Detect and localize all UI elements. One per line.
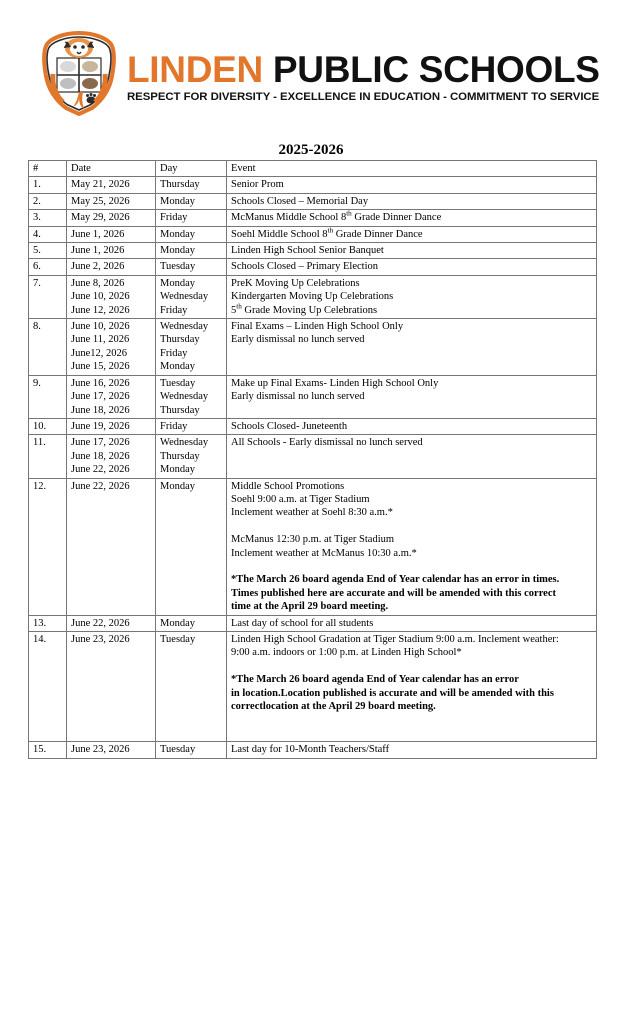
event-blank-line [231,713,593,726]
row-event [227,631,597,741]
event-line: 9:00 a.m. indoors or 1:00 p.m. at Linden High School* [231,647,462,659]
date-line: June 11, 2026 [71,334,130,346]
event-line: Linden High School Gradation at Tiger Stadium 9:00 a.m. Inclement weather: [231,633,559,645]
day-line: Thursday [160,179,200,191]
row-event [227,275,597,318]
date-line: June 17, 2026 [71,391,130,403]
row-number: 5. [29,243,67,259]
table-header-row [29,161,597,177]
date-line: June 19, 2026 [71,420,130,432]
date-line: June12, 2026 [71,347,127,359]
event-line: Final Exams – Linden High School Only [231,321,404,333]
table-row [29,375,597,418]
end-of-year-calendar-table [28,160,597,759]
table-row [29,177,597,193]
day-line: Wednesday [160,437,209,449]
row-number: 11. [29,435,67,478]
row-dates [67,319,156,376]
event-line: Inclement weather at McManus 10:30 a.m.* [231,547,417,559]
wordmark-public-schools: PUBLIC SCHOOLS [262,49,600,90]
calendar-table-container [28,160,596,759]
row-dates [67,259,156,275]
table-row [29,259,597,275]
date-line: June 2, 2026 [71,261,125,273]
date-line: June 23, 2026 [71,744,130,756]
column-header-date: Date [67,161,156,177]
day-line: Tuesday [160,377,196,389]
row-number: 14. [29,631,67,741]
day-line: Monday [160,195,195,207]
column-header-day: Day [156,161,227,177]
row-event [227,478,597,615]
row-number: 15. [29,742,67,758]
date-line: June 15, 2026 [71,361,130,373]
row-dates [67,275,156,318]
event-line: Schools Closed- Juneteenth [231,420,348,432]
date-line: June 18, 2026 [71,404,130,416]
row-event [227,615,597,631]
date-line: June 10, 2026 [71,291,130,303]
row-event [227,243,597,259]
table-row [29,226,597,242]
row-event [227,375,597,418]
row-event [227,319,597,376]
day-line: Friday [160,212,188,224]
row-number: 1. [29,177,67,193]
date-line: June 1, 2026 [71,228,125,240]
wordmark-title [127,49,600,90]
row-event [227,226,597,242]
row-number: 10. [29,418,67,434]
table-row [29,478,597,615]
day-line: Monday [160,228,195,240]
table-row [29,418,597,434]
table-row [29,742,597,758]
row-days [156,275,227,318]
row-number: 2. [29,193,67,209]
row-dates [67,243,156,259]
event-line: McManus Middle School 8th Grade Dinner Dance [231,209,442,224]
wordmark [127,49,600,104]
event-blank-line [231,660,593,673]
row-number: 3. [29,210,67,226]
table-row [29,210,597,226]
day-line: Thursday [160,450,200,462]
event-line: Kindergarten Moving Up Celebrations [231,291,394,303]
row-days [156,177,227,193]
day-line: Wednesday [160,321,209,333]
day-line: Tuesday [160,261,196,273]
row-days [156,418,227,434]
row-days [156,319,227,376]
event-line: Schools Closed – Primary Election [231,261,378,273]
column-header-: # [29,161,67,177]
event-line: PreK Moving Up Celebrations [231,277,360,289]
row-dates [67,615,156,631]
event-note-line: correctlocation at the April 29 board meeting. [231,700,436,712]
day-line: Thursday [160,404,200,416]
day-line: Thursday [160,334,200,346]
row-event [227,435,597,478]
event-line: Middle School Promotions [231,480,345,492]
row-days [156,210,227,226]
wordmark-linden: LINDEN [127,49,263,90]
event-line: Linden High School Senior Banquet [231,245,384,257]
event-line: Soehl 9:00 a.m. at Tiger Stadium [231,493,370,505]
date-line: June 16, 2026 [71,377,130,389]
event-note-line: time at the April 29 board meeting. [231,601,389,613]
row-event [227,193,597,209]
row-event [227,418,597,434]
day-line: Tuesday [160,633,196,645]
row-event [227,742,597,758]
event-blank-line [231,520,593,533]
event-line: Schools Closed – Memorial Day [231,195,369,207]
page-title: 2025-2026 [278,142,344,158]
row-event [227,210,597,226]
row-number: 9. [29,375,67,418]
day-line: Monday [160,480,195,492]
row-days [156,375,227,418]
row-dates [67,435,156,478]
row-dates [67,742,156,758]
row-days [156,615,227,631]
day-line: Tuesday [160,744,196,756]
table-row [29,615,597,631]
day-line: Wednesday [160,391,209,403]
day-line: Wednesday [160,291,209,303]
row-days [156,435,227,478]
date-line: June 10, 2026 [71,321,130,333]
event-blank-line [231,560,593,573]
row-days [156,243,227,259]
row-dates [67,177,156,193]
row-days [156,631,227,741]
event-line: Senior Prom [231,179,284,191]
row-days [156,742,227,758]
day-line: Friday [160,347,188,359]
event-line: 5th Grade Moving Up Celebrations [231,302,378,316]
column-header-event: Event [227,161,597,177]
table-row [29,631,597,741]
table-row [29,275,597,318]
date-line: June 22, 2026 [71,480,130,492]
row-dates [67,193,156,209]
event-note-line: *The March 26 board agenda End of Year calendar has an error [231,674,519,686]
row-number: 12. [29,478,67,615]
day-line: Monday [160,617,195,629]
document-header [0,26,622,118]
event-line: Soehl Middle School 8th Grade Dinner Dance [231,226,423,240]
row-number: 13. [29,615,67,631]
table-body [29,177,597,758]
event-blank-line [231,727,593,740]
date-line: May 21, 2026 [71,179,130,191]
date-line: June 1, 2026 [71,245,125,257]
row-days [156,478,227,615]
event-note-line: Times published here are accurate and will be amended with this correct [231,587,557,599]
table-row [29,243,597,259]
row-dates [67,631,156,741]
event-line: Last day of school for all students [231,617,374,629]
date-line: June 22, 2026 [71,464,130,476]
event-line: Make up Final Exams- Linden High School Only [231,377,439,389]
date-line: June 23, 2026 [71,633,130,645]
date-line: June 8, 2026 [71,277,125,289]
wordmark-tagline: RESPECT FOR DIVERSITY - EXCELLENCE IN EDUCATION - COMMITMENT TO SERVICE [127,91,600,103]
day-line: Monday [160,361,195,373]
event-line: Early dismissal no lunch served [231,334,365,346]
table-header [29,161,597,177]
day-line: Monday [160,464,195,476]
date-line: June 12, 2026 [71,304,130,316]
day-line: Monday [160,245,195,257]
row-days [156,259,227,275]
date-line: June 18, 2026 [71,450,130,462]
row-number: 7. [29,275,67,318]
date-line: May 29, 2026 [71,212,130,224]
table-row [29,435,597,478]
linden-public-schools-crest-logo [33,30,125,116]
row-number: 6. [29,259,67,275]
day-line: Friday [160,420,188,432]
day-line: Monday [160,277,195,289]
row-days [156,193,227,209]
event-line: Early dismissal no lunch served [231,391,365,403]
row-number: 4. [29,226,67,242]
row-dates [67,226,156,242]
date-line: June 17, 2026 [71,437,130,449]
row-dates [67,478,156,615]
day-line: Friday [160,304,188,316]
event-line: Inclement weather at Soehl 8:30 a.m.* [231,507,393,519]
table-row [29,319,597,376]
row-event [227,259,597,275]
event-note-line: *The March 26 board agenda End of Year calendar has an error in times. [231,574,560,586]
table-row [29,193,597,209]
date-line: May 25, 2026 [71,195,130,207]
row-dates [67,375,156,418]
row-dates [67,418,156,434]
row-number: 8. [29,319,67,376]
row-event [227,177,597,193]
row-days [156,226,227,242]
event-note-line: in location.Location published is accurate and will be amended with this [231,687,554,699]
event-line: Last day for 10-Month Teachers/Staff [231,744,390,756]
row-dates [67,210,156,226]
date-line: June 22, 2026 [71,617,130,629]
event-line: McManus 12:30 p.m. at Tiger Stadium [231,534,395,546]
event-line: All Schools - Early dismissal no lunch served [231,437,423,449]
